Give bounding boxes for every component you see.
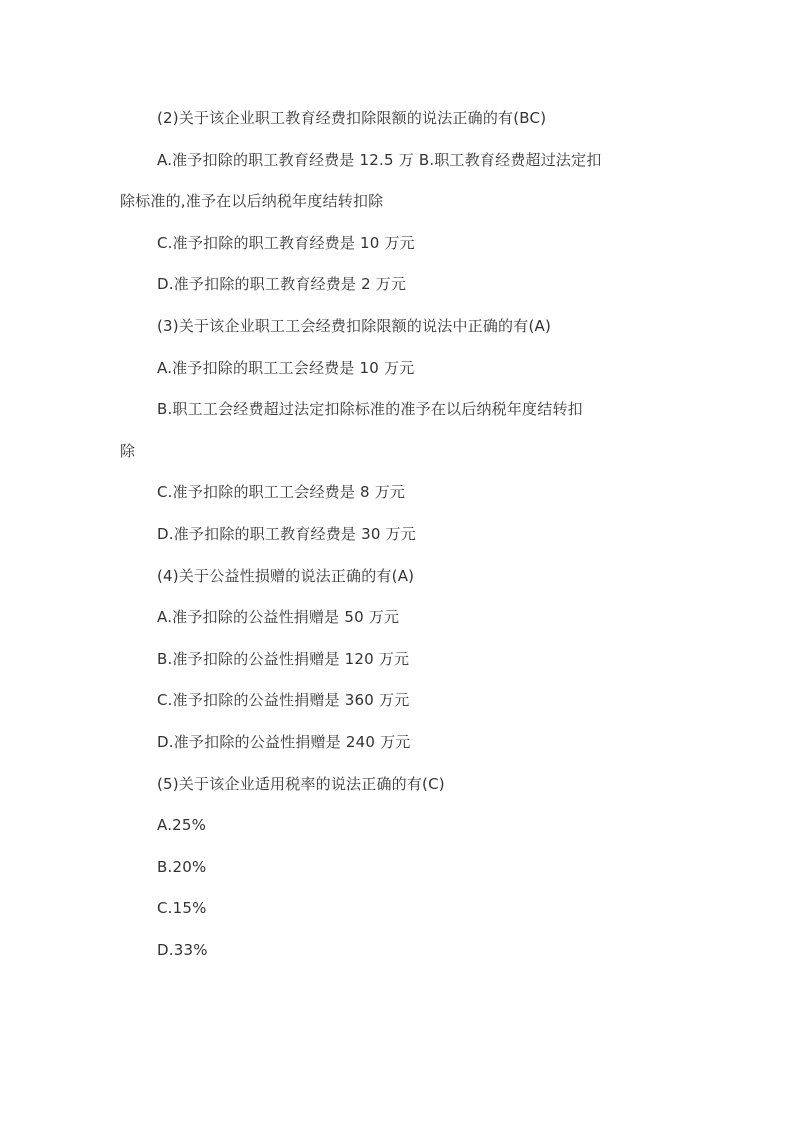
question-2-stem: (2)关于该企业职工教育经费扣除限额的说法正确的有(BC) <box>157 109 547 127</box>
question-5-option-b: B.20% <box>157 858 207 876</box>
question-3-option-b: B.职工工会经费超过法定扣除标准的准予在以后纳税年度结转扣 <box>157 400 583 418</box>
question-2-option-b-continued: 除标准的,准予在以后纳税年度结转扣除 <box>120 192 384 210</box>
question-4-option-a: A.准予扣除的公益性捐赠是 50 万元 <box>157 608 400 626</box>
question-2-option-a-b: A.准予扣除的职工教育经费是 12.5 万 B.职工教育经费超过法定扣 <box>157 151 602 169</box>
question-4-option-d: D.准予扣除的公益性捐赠是 240 万元 <box>157 733 411 751</box>
question-4-stem: (4)关于公益性损赠的说法正确的有(A) <box>157 567 415 585</box>
question-3-option-c: C.准予扣除的职工工会经费是 8 万元 <box>157 483 406 501</box>
question-4-option-c: C.准予扣除的公益性捐赠是 360 万元 <box>157 691 410 709</box>
question-5-stem: (5)关于该企业适用税率的说法正确的有(C) <box>157 775 445 793</box>
question-5-option-c: C.15% <box>157 899 207 917</box>
question-3-option-b-continued: 除 <box>120 442 136 460</box>
question-4-option-b: B.准予扣除的公益性捐赠是 120 万元 <box>157 650 410 668</box>
question-5-option-d: D.33% <box>157 941 208 959</box>
question-2-option-c: C.准予扣除的职工教育经费是 10 万元 <box>157 234 415 252</box>
question-3-stem: (3)关于该企业职工工会经费扣除限额的说法中正确的有(A) <box>157 317 552 335</box>
question-2-option-d: D.准予扣除的职工教育经费是 2 万元 <box>157 275 407 293</box>
question-3-option-d: D.准予扣除的职工教育经费是 30 万元 <box>157 525 416 543</box>
question-5-option-a: A.25% <box>157 816 207 834</box>
question-3-option-a: A.准予扣除的职工工会经费是 10 万元 <box>157 359 415 377</box>
